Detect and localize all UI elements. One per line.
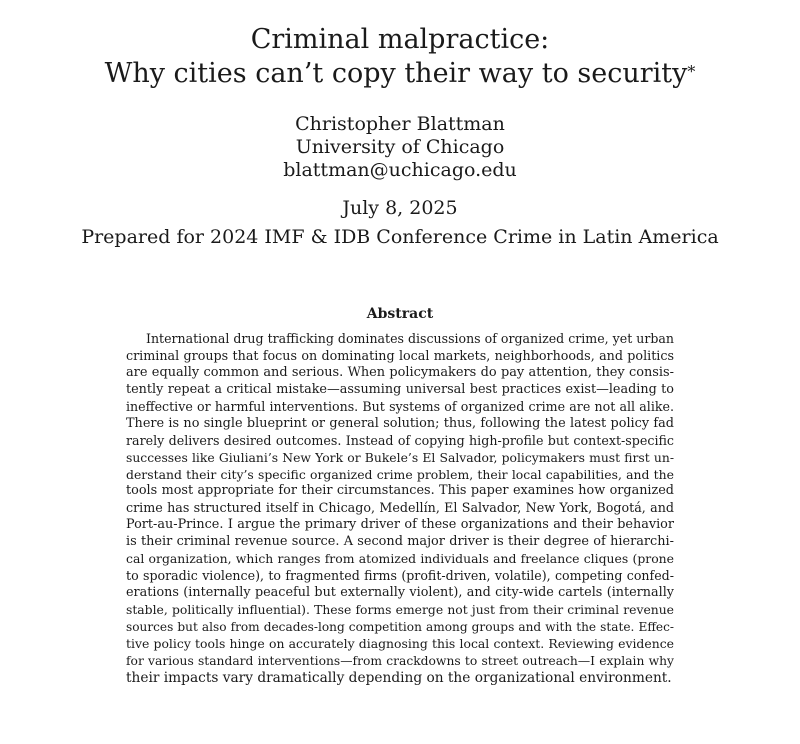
abstract-line: tive policy tools hinge on accurately diagnosing this local context. Reviewing evidence xyxy=(126,635,674,651)
paper-title-line-2 xyxy=(0,58,800,90)
abstract-line: successes like Giuliani’s New York or Bukele’s El Salvador, policymakers must first un- xyxy=(126,450,674,465)
abstract-line: ineffective or harmful interventions. But systems of organized crime are not all alike. xyxy=(126,398,674,414)
abstract-line: sources but also from decades-long competition among groups and with the state. Effec- xyxy=(126,619,674,634)
author-email: blattman@uchicago.edu xyxy=(283,159,517,181)
prepared-for-note: Prepared for 2024 IMF & IDB Conference Crime in Latin America xyxy=(81,226,719,248)
title-line-2-text: Why cities can’t copy their way to security xyxy=(104,58,688,89)
abstract-line: tools most appropriate for their circumstances. This paper examines how organized xyxy=(126,483,674,499)
title-footnote-mark: * xyxy=(687,62,696,81)
abstract-line: their impacts vary dramatically depending on the organizational environment. xyxy=(126,669,672,686)
abstract-line: Port-au-Prince. I argue the primary driver of these organizations and their behavior xyxy=(126,517,674,533)
abstract-line: is their criminal revenue source. A second major driver is their degree of hierarchi- xyxy=(126,534,674,550)
paper-title-line-1 xyxy=(0,24,800,56)
abstract-line: are equally common and serious. When policymakers do pay attention, they consis- xyxy=(126,364,674,380)
title-line-1-text: Criminal malpractice: xyxy=(250,24,550,55)
abstract-line: cal organization, which ranges from atomized individuals and freelance cliques (prone xyxy=(126,551,674,567)
abstract-line: derstand their city’s specific organized crime problem, their local capabilities, and the xyxy=(126,466,674,482)
paper-date: July 8, 2025 xyxy=(342,197,458,219)
author-affiliation: University of Chicago xyxy=(295,136,505,158)
abstract-line: crime has structured itself in Chicago, Medellín, El Salvador, New York, Bogotá, and xyxy=(126,500,674,516)
abstract-line: tently repeat a critical mistake—assuming universal best practices exist—leading to xyxy=(126,381,674,397)
abstract-line: stable, politically influential). These forms emerge not just from their criminal revenue xyxy=(126,603,674,617)
abstract-heading: Abstract xyxy=(366,306,434,322)
abstract-line: erations (internally peaceful but externally violent), and city-wide cartels (internally xyxy=(126,585,674,601)
abstract-line: International drug trafficking dominates discussions of organized crime, yet urban xyxy=(146,331,674,346)
abstract-body xyxy=(126,331,674,687)
abstract-line: There is no single blueprint or general solution; thus, following the latest policy fad xyxy=(126,415,674,431)
author-name: Christopher Blattman xyxy=(295,113,505,135)
abstract-line: for various standard interventions—from crackdowns to street outreach—I explain why xyxy=(126,653,674,668)
abstract-line: rarely delivers desired outcomes. Instead of copying high-profile but context-specific xyxy=(126,432,674,448)
abstract-line: criminal groups that focus on dominating local markets, neighborhoods, and politics xyxy=(126,347,674,363)
abstract-line: to sporadic violence), to fragmented firms (profit-driven, volatile), competing confed- xyxy=(126,568,674,584)
